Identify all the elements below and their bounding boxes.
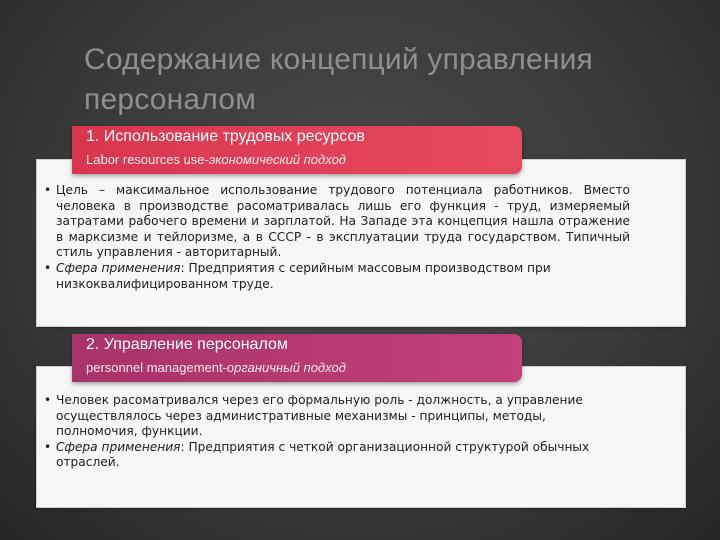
section-1-header — [72, 126, 522, 174]
bullet-label: Сфера применения — [56, 439, 181, 454]
section-2-heading: 2. Управление персоналом — [86, 336, 288, 353]
section-2-body — [44, 393, 630, 471]
section-2-subtitle: personnel management-органичный подход — [86, 360, 346, 375]
section-1-heading: 1. Использование трудовых ресурсов — [86, 128, 365, 145]
list-item — [44, 393, 630, 440]
bullet-icon: • — [44, 393, 52, 407]
bullet-icon: • — [44, 439, 52, 454]
bullet-text: Цель – максимальное использование трудового потенциала работников. Вместо человека в производстве расоматривалась лишь его функция - труд, измеряемый затратами рабочего времени и зарплатой. На Западе эта концепция нашла отражение в марксизме и тейлоризме, а в СССР - в эксплуатации труда государством. Типичный стиль управления - авторитарный. — [56, 183, 630, 260]
list-item — [44, 440, 630, 471]
bullet-icon: • — [44, 183, 52, 197]
bullet-text: : Предприятия с четкой организационной структурой обычных отраслей. — [56, 439, 590, 470]
list-item — [44, 261, 630, 292]
list-item — [44, 183, 630, 261]
section-1-body — [44, 183, 630, 292]
bullet-text: Человек расоматривался через его формальную роль - должность, а управление осуществлялось через административные механизмы - принципы, методы, полномочия, функции. — [56, 393, 583, 439]
section-2-header — [72, 334, 522, 382]
section-1-subtitle: Labor resources use-экономический подход — [86, 152, 346, 167]
bullet-icon: • — [44, 260, 52, 275]
slide-title: Содержание концепций управления персоналом — [84, 43, 594, 116]
bullet-text: : Предприятия с серийным массовым производством при низкоквалифицированном труде. — [56, 260, 551, 291]
bullet-label: Сфера применения — [56, 260, 181, 275]
